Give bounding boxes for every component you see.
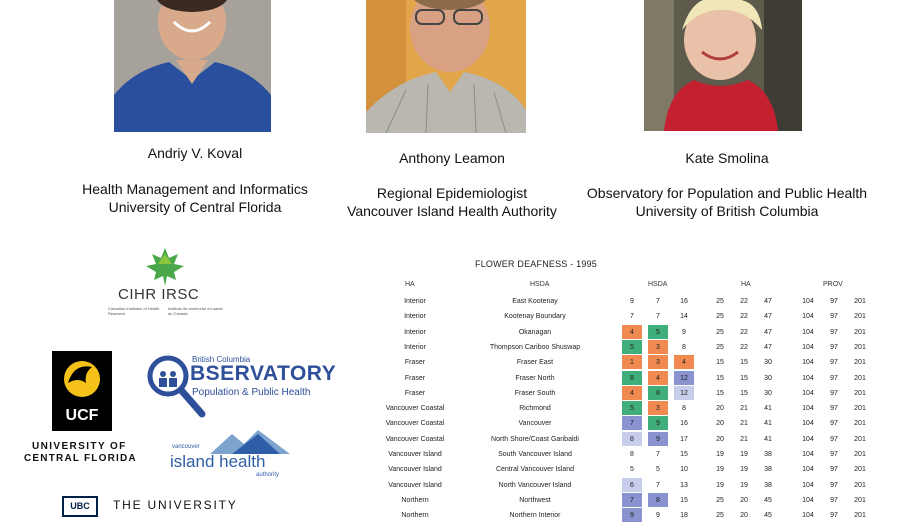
cell-ha-count: 47 [764,343,772,351]
cell-hsda-count: 9 [682,328,686,336]
cell-hsda-count: 8 [648,493,668,507]
cell-hsda-count: 9 [648,416,668,430]
cell-hsda: Okanagan [518,328,552,336]
cell-hsda-count: 14 [680,313,688,321]
cell-ha-count: 15 [740,389,748,397]
cell-prov-count: 97 [830,405,838,413]
cell-prov-count: 104 [802,405,814,413]
ucf-logo: UCF [52,351,112,431]
cell-ha: Vancouver Island [388,481,442,489]
cell-ha-count: 38 [764,451,772,458]
cell-ha: Vancouver Coastal [385,435,445,443]
cell-ha-count: 19 [716,466,724,474]
cell-prov-count: 97 [830,313,838,321]
cell-hsda-count: 7 [656,451,660,458]
cell-prov-count: 201 [854,359,866,367]
cell-ha-count: 38 [764,466,772,474]
cell-ha-count: 25 [716,313,724,321]
table-header-hsda-group: HSDA [648,281,668,288]
cell-ha: Interior [404,298,426,305]
cell-hsda-count: 8 [648,386,668,400]
cell-ha-count: 19 [740,451,748,458]
cell-prov-count: 201 [854,374,866,382]
cihr-logo: CIHR IRSC Canadian Institutes of Health Research Instituts de recherche en santé du Canada [100,246,230,318]
cell-hsda: Kootenay Boundary [504,313,566,321]
cell-hsda: Fraser East [516,359,554,367]
cell-ha: Interior [404,328,426,336]
cell-prov-count: 97 [830,343,838,351]
cell-prov-count: 104 [802,374,814,382]
table-header-ha: HA [405,281,415,288]
cell-ha-count: 41 [764,435,772,443]
cell-ha-count: 41 [764,405,772,413]
person-affiliation: Health Management and Informatics University of Central Florida [82,181,308,215]
cell-hsda-count: 5 [622,401,642,415]
cell-hsda-count: 7 [622,416,642,430]
cell-prov-count: 104 [802,328,814,336]
ubc-wordmark: THE UNIVERSITY [113,498,238,512]
cell-ha-count: 22 [740,313,748,321]
cell-hsda: Richmond [519,405,551,413]
cell-ha-count: 20 [740,496,748,504]
cell-hsda-count: 5 [656,466,660,474]
cell-hsda-count: 7 [622,493,642,507]
cell-ha: Vancouver Coastal [385,405,445,413]
cell-prov-count: 104 [802,496,814,504]
table-row [370,355,910,370]
ucf-wordmark-line2: CENTRAL FLORIDA [24,453,137,464]
table-row [370,432,910,447]
cell-hsda-count: 10 [680,466,688,474]
cell-prov-count: 104 [802,420,814,428]
cell-prov-count: 201 [854,389,866,397]
island-health-logo: vancouver island health authority [170,430,290,482]
cell-ha-count: 21 [740,420,748,428]
cell-hsda-count: 12 [674,386,694,400]
cell-hsda-count: 7 [630,313,634,321]
cell-ha-count: 30 [764,374,772,382]
cell-prov-count: 104 [802,466,814,474]
cell-ha: Northern [401,512,429,520]
cell-ha: Fraser [404,359,426,367]
table-row [370,478,910,493]
cell-hsda-count: 15 [680,451,688,458]
cell-hsda: Thompson Cariboo Shuswap [489,343,581,351]
mountains-icon [210,430,290,454]
cell-hsda-count: 4 [622,325,642,339]
cell-prov-count: 97 [830,512,838,520]
cell-ha: Fraser [404,389,426,397]
cell-prov-count: 97 [830,481,838,489]
cell-prov-count: 97 [830,466,838,474]
person-affiliation: Regional Epidemiologist Vancouver Island Health Authority [347,185,557,219]
cell-prov-count: 104 [802,512,814,520]
table-row [370,493,910,508]
cell-hsda-count: 4 [648,371,668,385]
cell-ha-count: 47 [764,298,772,305]
cell-hsda: North Vancouver Island [498,481,572,489]
cell-ha-count: 20 [740,512,748,520]
cell-hsda-count: 7 [656,313,660,321]
cell-hsda: Northern Interior [509,512,561,520]
cell-hsda: East Kootenay [512,298,558,305]
leamon-photo [366,0,526,133]
cell-prov-count: 201 [854,343,866,351]
cell-hsda-count: 9 [622,508,642,522]
cell-prov-count: 97 [830,420,838,428]
cell-prov-count: 104 [802,435,814,443]
cell-ha: Northern [401,496,429,504]
cell-hsda-count: 9 [656,512,660,520]
cell-ha-count: 25 [716,512,724,520]
table-row [370,371,910,386]
cell-prov-count: 201 [854,435,866,443]
cell-prov-count: 201 [854,496,866,504]
cell-hsda-count: 15 [680,496,688,504]
cell-prov-count: 201 [854,512,866,520]
cell-hsda-count: 7 [656,481,660,489]
cell-hsda-count: 8 [682,343,686,351]
cell-ha: Interior [404,343,426,351]
person-name: Anthony Leamon [399,150,505,166]
cell-prov-count: 201 [854,466,866,474]
cell-ha-count: 15 [716,359,724,367]
person-name: Andriy V. Koval [147,145,243,161]
cell-prov-count: 97 [830,389,838,397]
cell-prov-count: 97 [830,298,838,305]
cell-prov-count: 97 [830,435,838,443]
cell-hsda-count: 16 [680,420,688,428]
cell-hsda-count: 8 [622,371,642,385]
table-row [370,340,910,355]
cell-hsda-count: 6 [622,478,642,492]
cell-prov-count: 104 [802,451,814,458]
table-header-hsda: HSDA [530,281,550,288]
cell-ha: Vancouver Island [388,466,442,474]
table-row [370,401,910,416]
cell-prov-count: 104 [802,359,814,367]
cell-ha: Interior [404,313,426,321]
cell-hsda: South Vancouver Island [498,451,572,458]
cell-ha-count: 45 [764,512,772,520]
table-row [370,447,910,462]
cell-ha-count: 21 [740,435,748,443]
cell-hsda-count: 16 [680,298,688,305]
cell-ha-count: 15 [716,389,724,397]
ucf-wordmark-line1: UNIVERSITY OF [32,441,127,452]
cell-ha: Vancouver Island [388,451,442,458]
observatory-logo: British Columbia BSERVATORY Population & Public Health [146,354,341,420]
cell-prov-count: 201 [854,481,866,489]
cell-ha-count: 45 [764,496,772,504]
cell-ha-count: 25 [716,343,724,351]
cell-prov-count: 104 [802,298,814,305]
smolina-photo [644,0,802,131]
cell-hsda-count: 3 [648,355,668,369]
cell-prov-count: 201 [854,451,866,458]
cell-prov-count: 201 [854,328,866,336]
cell-prov-count: 104 [802,343,814,351]
cell-ha-count: 19 [740,466,748,474]
cell-ha-count: 38 [764,481,772,489]
table-header-prov-group: PROV [823,281,843,288]
cell-hsda: Vancouver [518,420,552,428]
cell-hsda-count: 18 [680,512,688,520]
cell-hsda: Fraser South [514,389,556,397]
table-header-ha-group: HA [741,281,751,288]
cell-ha-count: 20 [716,405,724,413]
cell-hsda-count: 3 [648,340,668,354]
cell-ha-count: 15 [740,359,748,367]
cell-ha-count: 20 [716,435,724,443]
cell-hsda-count: 1 [622,355,642,369]
cell-hsda-count: 4 [622,386,642,400]
cell-hsda-count: 5 [648,325,668,339]
cell-ha-count: 47 [764,313,772,321]
cell-hsda-count: 8 [682,405,686,413]
cell-hsda: Central Vancouver Island [495,466,575,474]
cell-prov-count: 201 [854,420,866,428]
table-row [370,309,910,324]
cell-ha-count: 25 [716,328,724,336]
cell-ha-count: 19 [716,451,724,458]
cell-hsda-count: 3 [648,401,668,415]
cell-prov-count: 201 [854,298,866,305]
cell-hsda-count: 4 [674,355,694,369]
maple-leaf-icon [140,246,190,286]
cell-hsda-count: 5 [630,466,634,474]
cell-ha-count: 22 [740,343,748,351]
cell-ha-count: 22 [740,298,748,305]
cell-prov-count: 104 [802,313,814,321]
cell-hsda: North Shore/Coast Garibaldi [491,435,579,443]
cell-ha-count: 15 [740,374,748,382]
table-row [370,508,910,523]
cell-ha-count: 15 [716,374,724,382]
cell-ha: Vancouver Coastal [385,420,445,428]
cell-hsda-count: 8 [622,432,642,446]
cell-hsda-count: 13 [680,481,688,489]
pegasus-icon [52,353,112,403]
cell-hsda: Northwest [519,496,551,504]
cell-ha-count: 21 [740,405,748,413]
cell-prov-count: 97 [830,359,838,367]
cell-prov-count: 97 [830,328,838,336]
cell-ha-count: 20 [716,420,724,428]
cell-ha-count: 30 [764,389,772,397]
cell-prov-count: 97 [830,451,838,458]
cell-ha: Fraser [404,374,426,382]
table-title: FLOWER DEAFNESS - 1995 [475,259,597,269]
table-row [370,294,910,309]
table-row [370,416,910,431]
cell-ha-count: 47 [764,328,772,336]
table-row [370,325,910,340]
cell-prov-count: 104 [802,481,814,489]
cell-hsda-count: 7 [656,298,660,305]
person-name: Kate Smolina [685,150,769,166]
table-row [370,386,910,401]
cell-ha-count: 41 [764,420,772,428]
cell-prov-count: 97 [830,496,838,504]
cell-ha-count: 19 [716,481,724,489]
cell-ha-count: 25 [716,496,724,504]
cell-ha-count: 22 [740,328,748,336]
cell-prov-count: 201 [854,313,866,321]
cell-hsda-count: 17 [680,435,688,443]
cell-ha-count: 30 [764,359,772,367]
cell-hsda-count: 9 [630,298,634,305]
cell-prov-count: 201 [854,405,866,413]
koval-photo [114,0,271,132]
cell-hsda-count: 12 [674,371,694,385]
cell-prov-count: 97 [830,374,838,382]
cell-prov-count: 104 [802,389,814,397]
cell-hsda: Fraser North [515,374,555,382]
cell-ha-count: 19 [740,481,748,489]
cell-hsda-count: 9 [648,432,668,446]
cell-hsda-count: 5 [622,340,642,354]
cell-hsda-count: 8 [630,451,634,458]
ubc-logo: UBC [62,496,98,517]
person-affiliation: Observatory for Population and Public Health University of British Columbia [586,185,868,219]
table-row [370,462,910,477]
cell-ha-count: 25 [716,298,724,305]
